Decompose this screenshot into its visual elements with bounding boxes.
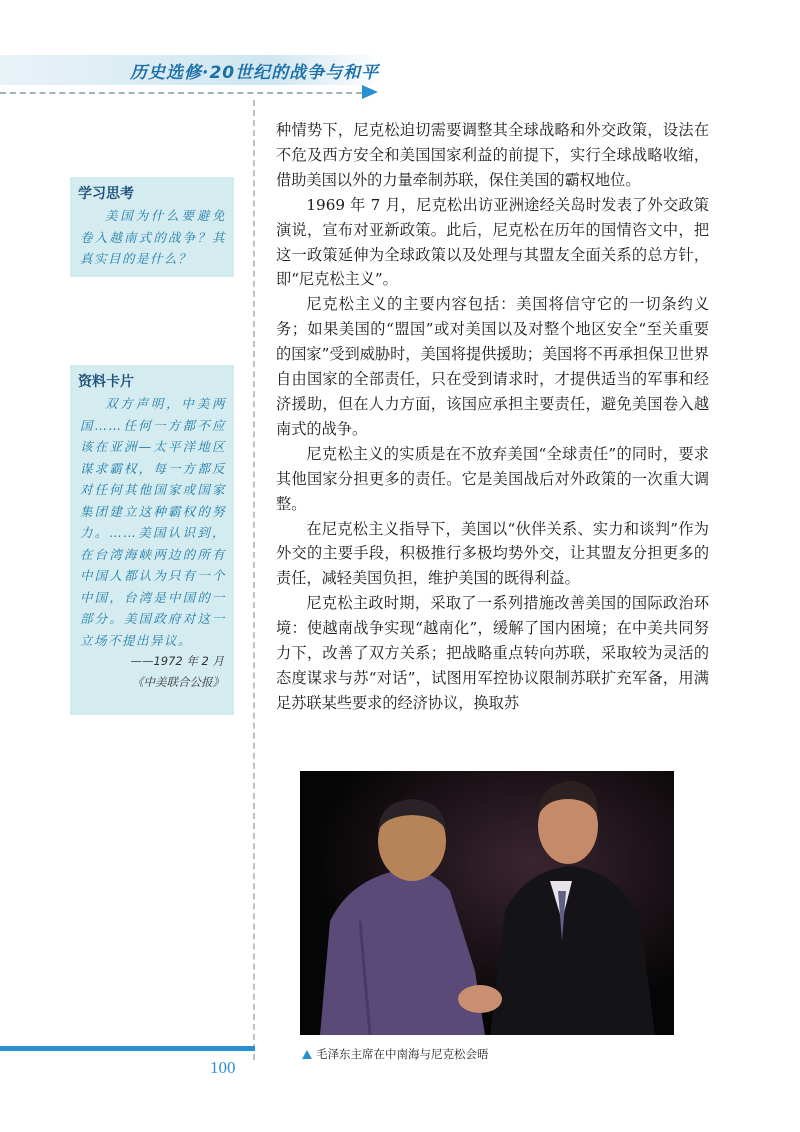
- data-card-source-doc: 《中美联合公报》: [132, 675, 224, 689]
- column-divider: [253, 100, 255, 1060]
- main-text: [276, 118, 709, 716]
- data-card-box: [70, 365, 234, 715]
- study-thinking-text: 美国为什么要避免卷入越南式的战争？其真实目的是什么？: [80, 208, 226, 266]
- header-divider: [0, 92, 372, 94]
- paragraph: 尼克松主义的实质是在不放弃美国“全球责任”的同时，要求其他国家分担更多的责任。它是美国战后对外政策的一次重大调整。: [276, 444, 709, 513]
- paragraph: 1969 年 7 月，尼克松出访亚洲途经关岛时发表了外交政策演说，宣布对亚新政策。此后，尼克松在历年的国情咨文中，把这一政策延伸为全球政策以及处理与其盟友全面关系的总方针，即“尼克松主义”。: [276, 195, 709, 289]
- arrow-right-icon: [362, 85, 378, 99]
- meeting-photo-illustration: [300, 771, 674, 1035]
- data-card-title: 资料卡片: [78, 374, 134, 390]
- photo-caption-text: 毛泽东主席在中南海与尼克松会晤: [316, 1047, 489, 1061]
- meeting-photo: [300, 771, 674, 1035]
- study-thinking-title: 学习思考: [78, 186, 134, 202]
- photo-caption: [302, 1046, 489, 1062]
- data-card-text: 双方声明，中美两国……任何一方都不应该在亚洲—太平洋地区谋求霸权，每一方都反对任何其他国家或国家集团建立这种霸权的努力。……美国认识到，在台湾海峡两边的所有中国人都认为只有一个中国，台湾是中国的一部分。美国政府对这一立场不提出异议。: [80, 396, 226, 648]
- triangle-up-icon: [302, 1050, 312, 1059]
- footer-bar: [0, 1046, 255, 1051]
- data-card-source-date: ——1972 年 2 月: [130, 654, 224, 668]
- paragraph: 种情势下，尼克松迫切需要调整其全球战略和外交政策，设法在不危及西方安全和美国国家利益的前提下，实行全球战略收缩，借助美国以外的力量牵制苏联，保住美国的霸权地位。: [276, 121, 709, 189]
- study-thinking-box: [70, 177, 234, 277]
- paragraph: 尼克松主政时期，采取了一系列措施改善美国的国际政治环境：使越南战争实现“越南化”，缓解了国内困境；在中美共同努力下，改善了双方关系；把战略重点转向苏联，采取较为灵活的态度谋求与苏“对话”，试图用军控协议限制苏联扩充军备，用满足苏联某些要求的经济协议，换取苏: [276, 594, 709, 712]
- page-number: 100: [210, 1058, 236, 1077]
- paragraph: 尼克松主义的主要内容包括：美国将信守它的一切条约义务；如果美国的“盟国”或对美国以及对整个地区安全“至关重要的国家”受到威胁时，美国将提供援助；美国将不再承担保卫世界自由国家的全部责任，只在受到请求时，才提供适当的军事和经济援助，但在人力方面，该国应承担主要责任，避免美国卷入越南式的战争。: [276, 295, 710, 438]
- paragraph: 在尼克松主义指导下，美国以“伙伴关系、实力和谈判”作为外交的主要手段，积极推行多极均势外交，让其盟友分担更多的责任，减轻美国负担，维护美国的既得利益。: [276, 519, 709, 588]
- book-title: 历史选修·20世纪的战争与和平: [130, 63, 380, 83]
